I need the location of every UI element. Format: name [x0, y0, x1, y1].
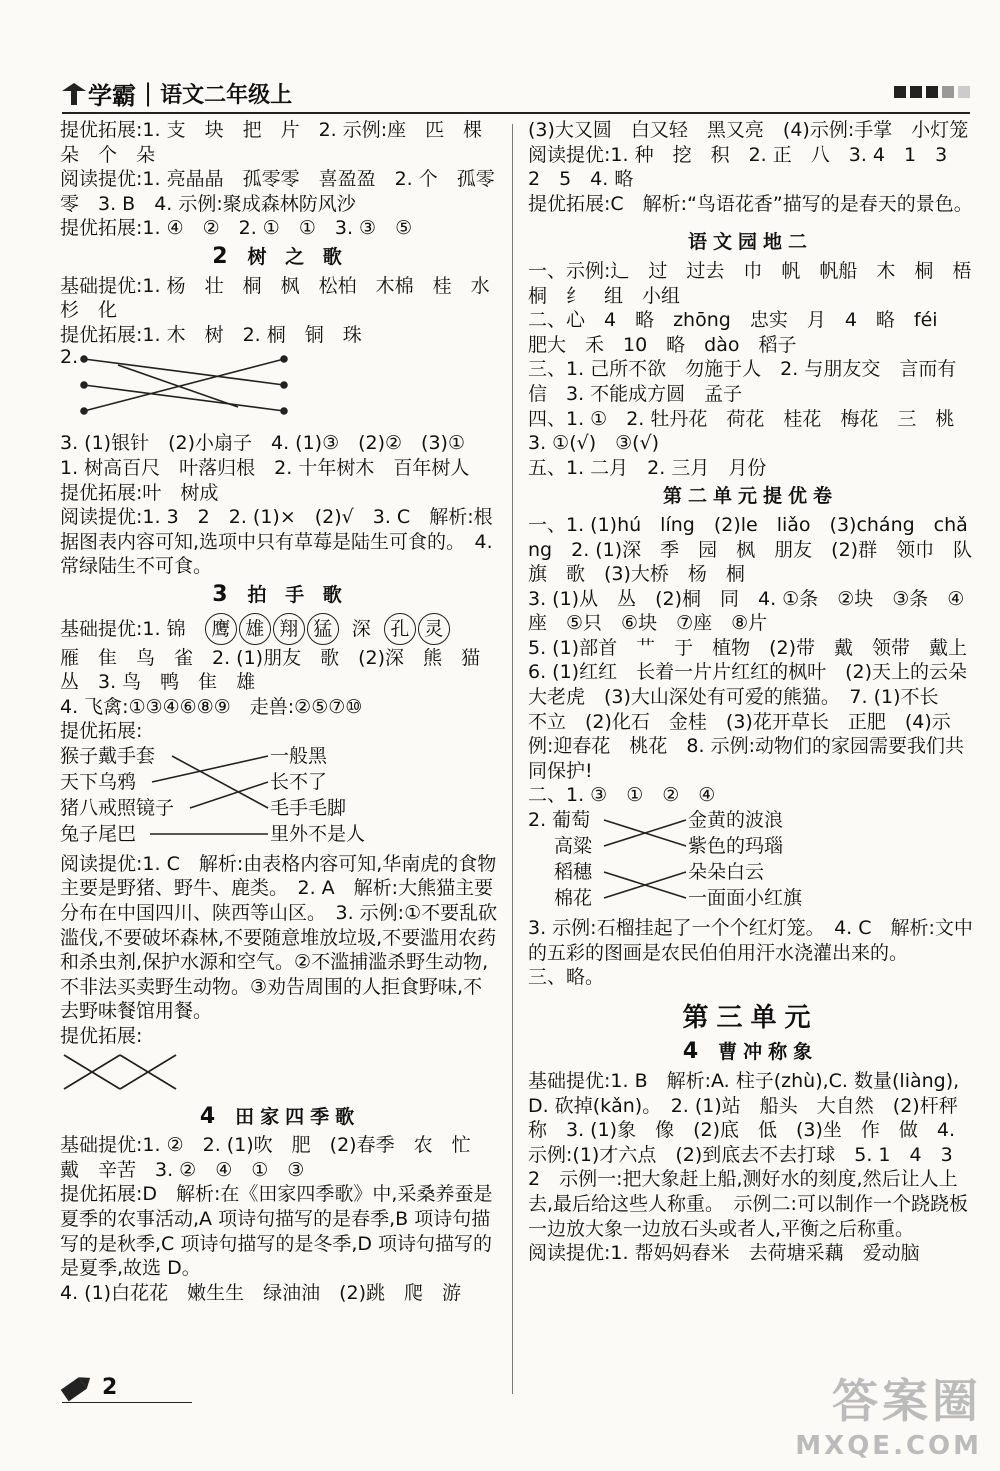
answer-line: 基础提优:1. B 解析:A. 柱子(zhù),C. 数量(liàng),D. 砍掉(kǎn)。 2. (1)站 船头 大自然 (2)杆秤 称 3. (1)象 像 (2)底 低 (3)坐 作 做 4. 示例:(1)才六点 (2)到底去不去打球 5. 1 4 3 2 示例一:把大象赶上船,测好水的刻度,然后让人上去,最后给这些人称重。 示例二:可以制作一个跷跷板一边放大象一边放石头或者人,平衡之后称重。	[528, 1070, 977, 1240]
answer-line: 提优拓展:	[60, 1025, 143, 1048]
answer-line: 3. 示例:石榴挂起了一个个红灯笼。 4. C 解析:文中的五彩的图画是农民伯伯用汗水浇灌出来的。	[528, 917, 973, 964]
answer-line: 一、示例:辶 过 过去 巾 帆 帆船 木 桐 梧桐 纟 组 小组	[528, 259, 972, 307]
answer-line: 基础提优:1. ② 2. (1)吹 肥 (2)春季 农 忙 戴 辛苦 3. ② ④ ① ③	[60, 1134, 490, 1181]
answer-line: 提优拓展:叶 树成	[60, 481, 219, 504]
column-divider	[512, 124, 513, 1394]
answer-line: 提优拓展:1. 支 块 把 片 2. 示例:座 匹 棵 朵 个 朵	[60, 119, 502, 166]
page-header	[62, 72, 970, 114]
answer-line: 阅读提优:1. C 解析:由表格内容可知,华南虎的食物主要是野猪、野牛、鹿类。 2. A 解析:大熊猫主要分布在中国四川、陕西等山区。 3. 示例:①不要乱砍滥伐,不要破坏森林,不要随意堆放垃圾,不要滥用农药和杀虫剂,保护水源和空气。②不滥捕滥杀野生动物,不非法买卖野生动物。③劝告周围的人拒食野味,不去野味餐馆用餐。	[60, 852, 498, 1023]
answer-line: 基础提优:1. 杨 壮 桐 枫 松柏 木棉 桂 水杉 化	[60, 274, 490, 322]
pencil-icon	[61, 1373, 94, 1402]
book-title: 语文二年级上	[160, 82, 293, 108]
header-separator: |	[144, 79, 153, 107]
line-match-diagram	[60, 1049, 500, 1097]
section-title-exam: 第二单元提优卷	[662, 485, 838, 508]
answer-line: 雁 隹 鸟 雀 2. (1)朋友 歌 (2)深 熊 猫 丛 3. 鸟 鸭 隹 雄	[60, 646, 500, 694]
watermark: 答案圈 MXQE.COM	[795, 1374, 982, 1461]
answer-line: 3. (1)从 丛 (2)桐 同 4. ①条 ②块 ③条 ④座 ⑤只 ⑥块 ⑦座 ⑧片	[528, 587, 965, 635]
answer-line: 提优拓展:1. ④ ② 2. ① ① 3. ③ ⑤	[60, 217, 413, 240]
header-squares-icon	[894, 86, 970, 98]
answer-line: 提优拓展:	[60, 720, 143, 743]
graduation-cap-icon	[62, 81, 84, 105]
answer-line: 提优拓展:C 解析:“鸟语花香”描写的是春天的景色。	[528, 192, 973, 215]
answer-line: 四、1. ① 2. 牡丹花 荷花 桂花 梅花 三 桃 3. ①(√) ③(√)	[528, 407, 974, 455]
answer-line: 4. 飞禽:①③④⑥⑧⑨ 走兽:②⑤⑦⑩	[60, 695, 363, 718]
answer-line: 提优拓展:1. 木 树 2. 桐 铜 珠	[60, 323, 362, 346]
page-number: 2	[102, 1374, 118, 1400]
answer-line: 阅读提优:1. 3 2 2. (1)× (2)√ 3. C 解析:根据图表内容可知,选项中只有草莓是陆生可食的。 4. 常绿陆生不可食。	[60, 506, 493, 578]
answer-line: 阅读提优:1. 亮晶晶 孤零零 喜盈盈 2. 个 孤零零 3. B 4. 示例:聚成森林防风沙	[60, 168, 495, 215]
right-column	[528, 118, 987, 1266]
section-title-yuwen-yuandi: 语文园地二	[687, 231, 813, 254]
section-title-2: 2 树 之 歌	[212, 243, 348, 269]
logo	[62, 76, 292, 110]
unit-title: 第三单元	[682, 1002, 819, 1033]
answer-line: 三、略。	[528, 966, 605, 989]
answer-line: 提优拓展:D 解析:在《田家四季歌》中,采桑养蚕是夏季的农事活动,A 项诗句描写的是春季,B 项诗句描写的是秋季,C 项诗句描写的是冬季,D 项诗句描写的是夏季,故选 D。	[60, 1183, 493, 1280]
answer-line: 二、1. ③ ① ② ④	[528, 784, 716, 807]
idiom-match-diagram: 猴子戴手套 天下乌鸦 猪八戒照镜子 兔子尾巴 一般黑 长不了 毛手毛脚 里外不是人	[60, 744, 366, 845]
left-column	[60, 118, 500, 1305]
section-title-3: 3 拍 手 歌	[212, 581, 348, 607]
crop-match-diagram: 2. 葡萄 高粱 稻穗 棉花 金黄的波浪 紫色的玛瑙 朵朵白云 一面面小红旗	[528, 809, 803, 910]
answer-line: 二、心 4 略 zhōng 忠实 月 4 略 féi 肥大 禾 10 略 dào 稻子	[528, 309, 957, 356]
section-title-4: 4 田家四季歌	[199, 1103, 361, 1129]
page-footer	[62, 1372, 192, 1403]
answer-line: (3)大又圆 白又轻 黑又亮 (4)示例:手掌 小灯笼	[528, 119, 969, 141]
answer-line: 3. (1)银针 (2)小扇子 4. (1)③ (2)② (3)① 1. 树高百尺 叶落归根 2. 十年树木 百年树人	[60, 432, 485, 479]
answer-line: 阅读提优:1. 帮妈妈舂米 去荷塘采藕 爱动脑	[528, 1242, 920, 1265]
answer-line: 基础提优:1. 锦 鹰 雄 翔 猛 深 孔 灵	[60, 612, 500, 646]
answer-line: 4. (1)白花花 嫩生生 绿油油 (2)跳 爬 游	[60, 1281, 461, 1304]
answer-line: 三、1. 己所不欲 勿施于人 2. 与朋友交 言而有信 3. 不能成方圆 孟子	[528, 358, 957, 405]
answer-line: 一、1. (1)hú líng (2)le liǎo (3)cháng chǎng 2. (1)深 季 园 枫 朋友 (2)群 领巾 队旗 歌 (3)大桥 杨 桐	[528, 513, 973, 586]
brand-name: 学霸	[88, 81, 136, 110]
answer-line: 五、1. 二月 2. 三月 月份	[528, 456, 767, 479]
line-match-diagram: 2.	[60, 347, 500, 431]
section-title-5: 4 曹冲称象	[682, 1039, 819, 1065]
answer-line: 5. (1)部首 艹 于 植物 (2)带 戴 领带 戴上 6. (1)红红 长着一片片红红的枫叶 (2)天上的云朵 大老虎 (3)大山深处有可爱的熊猫。 7. (1)不长 不立 (2)化石 金桂 (3)花开草长 正肥 (4)示例:迎春花 桃花 8. 示例:动物们的家园需要我们共同保护!	[528, 636, 987, 782]
answer-line: 阅读提优:1. 种 挖 积 2. 正 八 3. 4 1 3 2 5 4. 略	[528, 143, 967, 191]
